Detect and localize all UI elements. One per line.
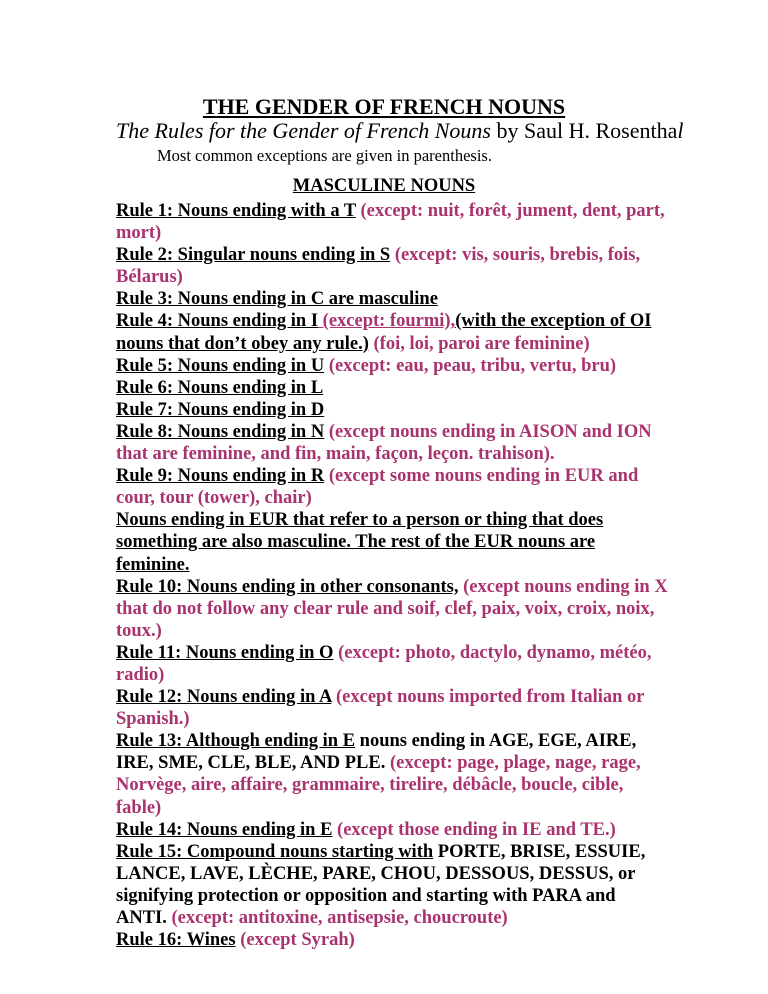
rule-15 <box>116 841 668 929</box>
rule-exceptions: (except: eau, peau, tribu, vertu, bru) <box>324 355 617 376</box>
rule-heading: Rule 15: Compound nouns starting with <box>116 841 434 862</box>
author-byline: by Saul H. Rosentha <box>490 118 678 143</box>
rule-body: PORTE, BRISE, ESSUIE, LANCE, LAVE, LÈCHE, PARE, CHOU, DESSOUS, DESSUS, or signifying protection or opposition and starting with PARA and ANTI. <box>116 841 646 928</box>
rule-9 <box>116 465 668 509</box>
rule-heading: Rule 1: Nouns ending with a T <box>116 201 356 221</box>
rule-tail: (with the exception of OI nouns that don’t obey any rule.) <box>116 311 652 354</box>
rule-heading: Rule 7: Nouns ending in D <box>116 399 325 420</box>
author-last-letter: l <box>677 118 684 143</box>
section-title: MASCULINE NOUNS <box>292 176 476 196</box>
rule-heading: Rule 13: Although ending in E <box>116 731 356 752</box>
rule-14 <box>116 819 668 841</box>
subtitle <box>116 118 683 144</box>
rule-16 <box>116 929 668 951</box>
rule-body: nouns ending in AGE, EGE, AIRE, IRE, SME, CLE, BLE, AND PLE. <box>116 731 637 774</box>
rule-exceptions-extra: (foi, loi, paroi are feminine) <box>368 333 590 354</box>
rule-4 <box>116 310 668 354</box>
rule-7 <box>116 399 668 421</box>
rule-13 <box>116 730 668 818</box>
rule-12 <box>116 686 668 730</box>
rule-heading: Rule 10: Nouns ending in other consonants, <box>116 576 459 597</box>
rule-5 <box>116 355 668 377</box>
rule-10 <box>116 576 668 642</box>
rule-heading: Rule 8: Nouns ending in N <box>116 421 325 442</box>
rule-exceptions: (except: page, plage, nage, rage, Norvège, aire, affaire, grammaire, tirelire, débâcle, boucle, cible, fable) <box>116 753 641 818</box>
rule-heading: Rule 9: Nouns ending in R <box>116 466 325 487</box>
eur-nouns-note <box>116 509 668 575</box>
rule-11 <box>116 642 668 686</box>
rule-8 <box>116 421 668 465</box>
rule-exceptions: (except: antitoxine, antisepsie, choucroute) <box>166 908 508 928</box>
rule-2 <box>116 244 668 288</box>
rule-exceptions: (except those ending in IE and TE.) <box>332 819 616 840</box>
rule-exceptions: (except: nuit, forêt, jument, dent, part, mort) <box>116 201 665 244</box>
page-title: THE GENDER OF FRENCH NOUNS <box>202 94 566 119</box>
rule-heading: Rule 6: Nouns ending in L <box>116 377 324 398</box>
rule-exceptions: (except: vis, souris, brebis, fois, Bélarus) <box>116 245 641 288</box>
exceptions-note: Most common exceptions are given in parenthesis. <box>157 146 492 165</box>
rule-heading: Rule 2: Singular nouns ending in S <box>116 245 391 266</box>
rule-heading: Rule 11: Nouns ending in O <box>116 642 334 663</box>
rule-6 <box>116 377 668 399</box>
rule-exceptions: (except Syrah) <box>235 930 355 951</box>
book-title: The Rules for the Gender of French Nouns <box>116 118 491 143</box>
rules-list <box>116 200 668 951</box>
rule-heading: Rule 14: Nouns ending in E <box>116 819 333 840</box>
rule-3 <box>116 288 668 310</box>
rule-heading: Nouns ending in EUR that refer to a person or thing that does something are also masculine. The rest of the EUR nouns are feminine. <box>116 510 604 575</box>
rule-exceptions: (except nouns ending in AISON and ION that are feminine, and fin, main, façon, leçon. trahison). <box>116 421 652 465</box>
rule-heading: Rule 4: Nouns ending in I <box>116 311 319 332</box>
rule-exceptions: (except: photo, dactylo, dynamo, météo, radio) <box>116 642 652 685</box>
rule-exceptions: (except: fourmi), <box>318 311 456 332</box>
rule-exceptions: (except nouns ending in X that do not follow any clear rule and soif, clef, paix, voix, croix, noix, toux.) <box>116 576 668 641</box>
rule-heading: Rule 16: Wines <box>116 930 236 951</box>
rule-exceptions: (except some nouns ending in EUR and cour, tour (tower), chair) <box>116 466 639 509</box>
rule-heading: Rule 3: Nouns ending in C are masculine <box>116 289 438 310</box>
rule-1 <box>116 200 668 244</box>
rule-heading: Rule 5: Nouns ending in U <box>116 355 325 376</box>
rule-heading: Rule 12: Nouns ending in A <box>116 687 332 708</box>
rule-exceptions: (except nouns imported from Italian or Spanish.) <box>116 687 645 730</box>
